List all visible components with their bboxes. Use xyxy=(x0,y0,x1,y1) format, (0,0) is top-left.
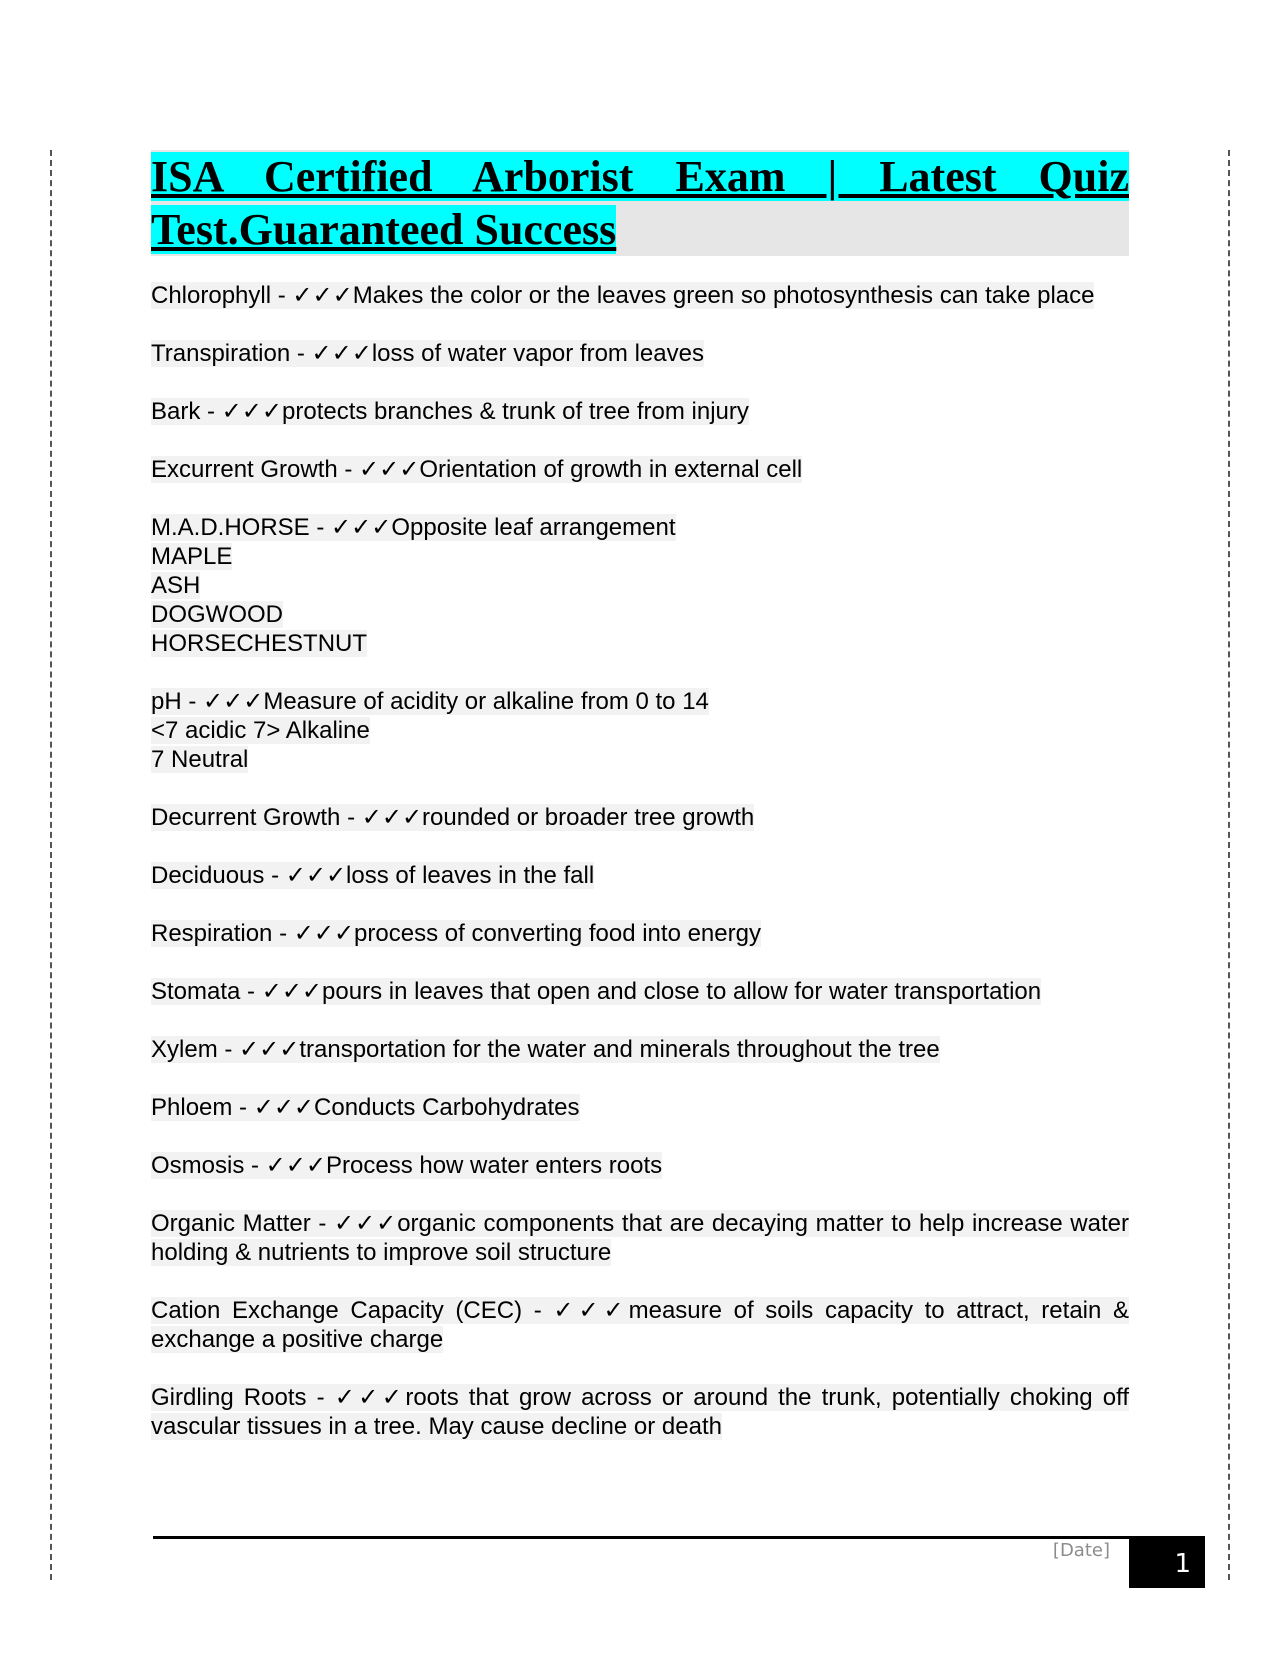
flashcard-entry xyxy=(151,1035,1129,1064)
footer-rule xyxy=(153,1536,1129,1539)
entry-term-definition xyxy=(151,919,1129,948)
entry-text: DOGWOOD xyxy=(151,601,283,628)
entry-text: Bark - ✓✓✓protects branches & trunk of tree from injury xyxy=(151,398,749,425)
flashcard-entry xyxy=(151,1093,1129,1122)
right-page-border xyxy=(1228,150,1230,1580)
entry-text: ASH xyxy=(151,572,201,599)
page-number-box xyxy=(1129,1536,1205,1588)
flashcard-entry xyxy=(151,1151,1129,1180)
flashcard-list xyxy=(151,281,1129,1441)
entry-text: Xylem - ✓✓✓transportation for the water and minerals throughout the tree xyxy=(151,1036,940,1063)
flashcard-entry xyxy=(151,803,1129,832)
flashcard-entry xyxy=(151,919,1129,948)
entry-text: Osmosis - ✓✓✓Process how water enters roots xyxy=(151,1152,663,1179)
entry-term-definition xyxy=(151,1093,1129,1122)
entry-term-definition xyxy=(151,281,1129,310)
title-line-1: ISA Certified Arborist Exam | Latest Quiz xyxy=(151,152,1129,201)
entry-term-definition xyxy=(151,513,1129,542)
entry-term-definition xyxy=(151,687,1129,716)
entry-text: Cation Exchange Capacity (CEC) - ✓✓✓measure of soils capacity to attract, retain & exchange a positive charge xyxy=(151,1297,1129,1353)
entry-text: Deciduous - ✓✓✓loss of leaves in the fall xyxy=(151,862,595,889)
entry-term-definition xyxy=(151,977,1129,1006)
entry-term-definition xyxy=(151,455,1129,484)
document-title xyxy=(151,150,1129,256)
entry-text: Stomata - ✓✓✓pours in leaves that open and close to allow for water transportation xyxy=(151,978,1042,1005)
flashcard-entry xyxy=(151,513,1129,658)
entry-text: <7 acidic 7> Alkaline xyxy=(151,717,370,744)
flashcard-entry xyxy=(151,281,1129,310)
entry-detail-line xyxy=(151,716,1129,745)
entry-detail-line xyxy=(151,629,1129,658)
entry-text: Excurrent Growth - ✓✓✓Orientation of growth in external cell xyxy=(151,456,803,483)
entry-detail-line xyxy=(151,571,1129,600)
entry-term-definition xyxy=(151,397,1129,426)
entry-text: Transpiration - ✓✓✓loss of water vapor from leaves xyxy=(151,340,704,367)
footer-date: [Date] xyxy=(1052,1540,1110,1561)
entry-term-definition xyxy=(151,1296,1129,1354)
entry-term-definition xyxy=(151,339,1129,368)
entry-term-definition xyxy=(151,861,1129,890)
entry-term-definition xyxy=(151,1151,1129,1180)
entry-detail-line xyxy=(151,600,1129,629)
entry-text: M.A.D.HORSE - ✓✓✓Opposite leaf arrangement xyxy=(151,514,676,541)
entry-text: Chlorophyll - ✓✓✓Makes the color or the leaves green so photosynthesis can take place xyxy=(151,282,1095,309)
entry-text: MAPLE xyxy=(151,543,233,570)
entry-term-definition xyxy=(151,1035,1129,1064)
flashcard-entry xyxy=(151,1383,1129,1441)
entry-term-definition xyxy=(151,803,1129,832)
entry-text: 7 Neutral xyxy=(151,746,249,773)
left-page-border xyxy=(50,150,52,1580)
entry-text: Organic Matter - ✓✓✓organic components that are decaying matter to help increase water holding & nutrients to improve soil structure xyxy=(151,1210,1129,1266)
page-number: 1 xyxy=(1174,1549,1191,1579)
entry-text: pH - ✓✓✓Measure of acidity or alkaline from 0 to 14 xyxy=(151,688,709,715)
entry-text: Decurrent Growth - ✓✓✓rounded or broader tree growth xyxy=(151,804,755,831)
entry-detail-line xyxy=(151,542,1129,571)
flashcard-entry xyxy=(151,977,1129,1006)
flashcard-entry xyxy=(151,687,1129,774)
flashcard-entry xyxy=(151,397,1129,426)
entry-term-definition xyxy=(151,1209,1129,1267)
entry-detail-line xyxy=(151,745,1129,774)
flashcard-entry xyxy=(151,1296,1129,1354)
flashcard-entry xyxy=(151,339,1129,368)
entry-term-definition xyxy=(151,1383,1129,1441)
flashcard-entry xyxy=(151,455,1129,484)
flashcard-entry xyxy=(151,1209,1129,1267)
document-body xyxy=(151,150,1129,1470)
entry-text: HORSECHESTNUT xyxy=(151,630,368,657)
title-line-2: Test.Guaranteed Success xyxy=(151,205,617,254)
entry-text: Respiration - ✓✓✓process of converting food into energy xyxy=(151,920,761,947)
flashcard-entry xyxy=(151,861,1129,890)
entry-text: Girdling Roots - ✓✓✓roots that grow across or around the trunk, potentially choking off vascular tissues in a tree. May cause decline or death xyxy=(151,1384,1129,1440)
entry-text: Phloem - ✓✓✓Conducts Carbohydrates xyxy=(151,1094,580,1121)
